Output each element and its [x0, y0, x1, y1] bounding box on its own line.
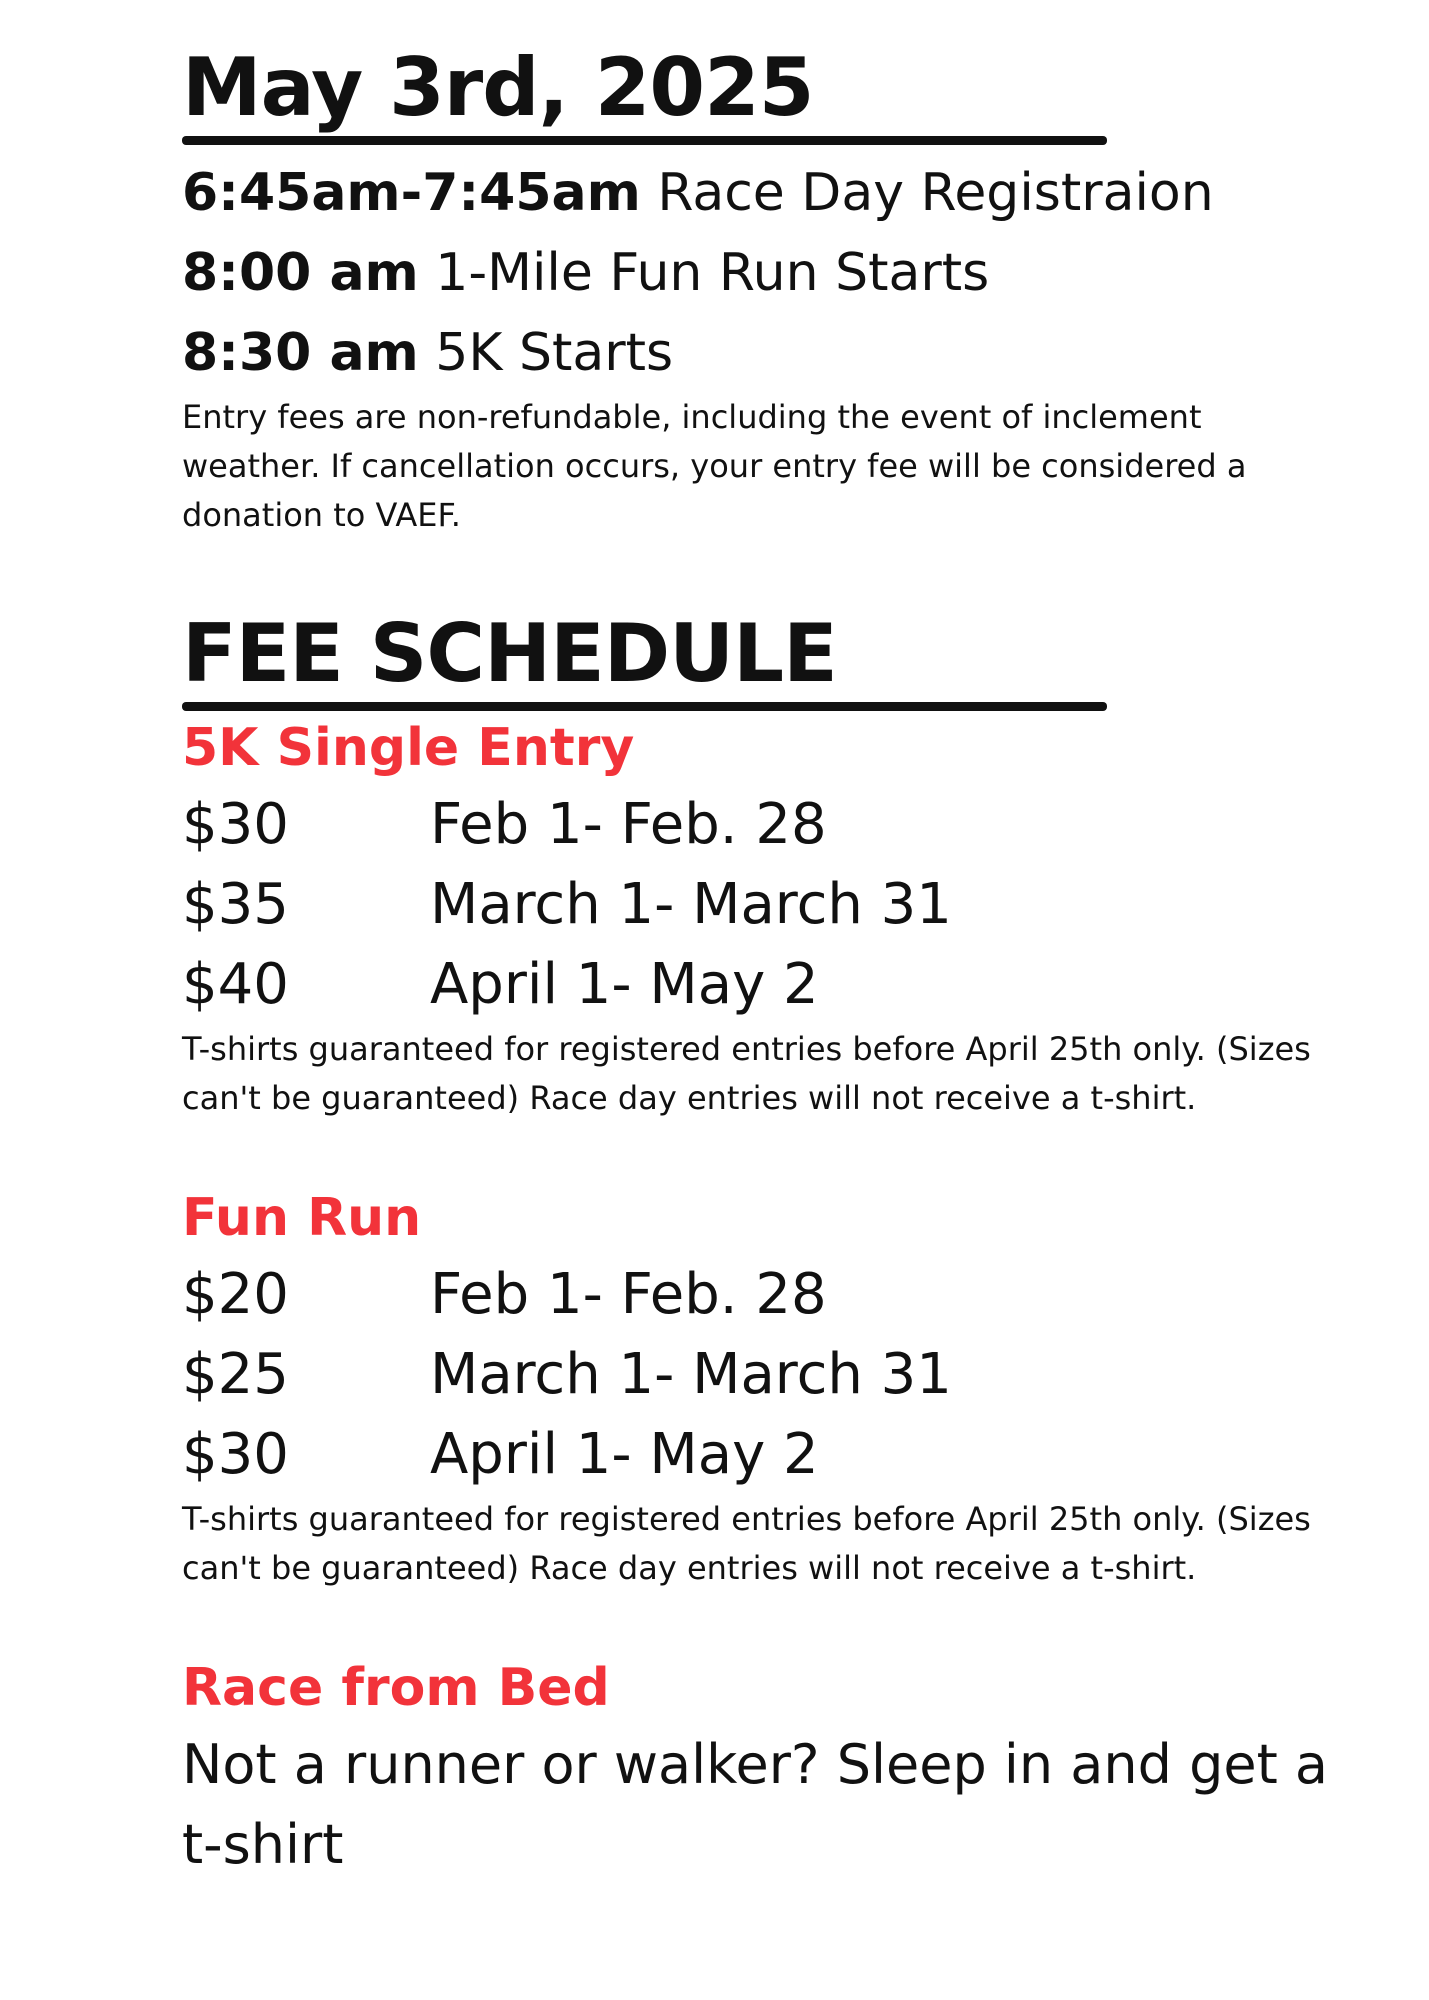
- fun-run-tshirt-note: T-shirts guaranteed for registered entries before April 25th only. (Sizes can't be guaranteed) Race day entries will not receive a t-shirt.: [182, 1500, 1311, 1587]
- race-from-bed-title: Race from Bed: [182, 1658, 610, 1718]
- fun-run-title: Fun Run: [182, 1188, 422, 1248]
- schedule-time: 6:45am-7:45am: [182, 163, 641, 223]
- fee-price: $30: [182, 1422, 289, 1487]
- fee-price: $30: [182, 792, 289, 857]
- fee-dates: April 1- May 2: [430, 952, 819, 1017]
- fee-row: [182, 1335, 1342, 1415]
- event-date-section: [182, 40, 1342, 540]
- fee-row: [182, 785, 1342, 865]
- schedule-line: [182, 233, 1342, 313]
- fee-schedule-section: [182, 606, 1342, 1885]
- fee-dates: April 1- May 2: [430, 1422, 819, 1487]
- five-k-title: 5K Single Entry: [182, 718, 635, 778]
- fee-price: $35: [182, 872, 289, 937]
- fee-dates: March 1- March 31: [430, 1342, 952, 1407]
- race-from-bed-text: Not a runner or walker? Sleep in and get a t-shirt: [182, 1733, 1328, 1876]
- fee-heading-underline: [182, 702, 1107, 711]
- refund-note: Entry fees are non-refundable, including the event of inclement weather. If cancellation occurs, your entry fee will be considered a donation to VAEF.: [182, 398, 1247, 534]
- fee-row: [182, 1415, 1342, 1495]
- schedule-line: [182, 153, 1342, 233]
- fee-price: $20: [182, 1262, 289, 1327]
- fee-price: $25: [182, 1342, 289, 1407]
- schedule-desc: 1-Mile Fun Run Starts: [435, 243, 990, 303]
- fee-row: [182, 945, 1342, 1025]
- five-k-tshirt-note: T-shirts guaranteed for registered entries before April 25th only. (Sizes can't be guaranteed) Race day entries will not receive a t-shirt.: [182, 1030, 1311, 1117]
- schedule-desc: Race Day Registraion: [657, 163, 1214, 223]
- fee-row: [182, 865, 1342, 945]
- schedule-time: 8:30 am: [182, 323, 419, 383]
- fee-dates: March 1- March 31: [430, 872, 952, 937]
- schedule-time: 8:00 am: [182, 243, 419, 303]
- schedule-line: [182, 313, 1342, 393]
- fee-dates: Feb 1- Feb. 28: [430, 1262, 827, 1327]
- fee-row: [182, 1255, 1342, 1335]
- date-heading-underline: [182, 136, 1107, 145]
- event-date-heading: May 3rd, 2025: [182, 41, 814, 134]
- flyer-page: [182, 40, 1342, 1885]
- schedule-desc: 5K Starts: [435, 323, 674, 383]
- fee-schedule-heading: FEE SCHEDULE: [182, 607, 837, 700]
- fee-dates: Feb 1- Feb. 28: [430, 792, 827, 857]
- fee-price: $40: [182, 952, 289, 1017]
